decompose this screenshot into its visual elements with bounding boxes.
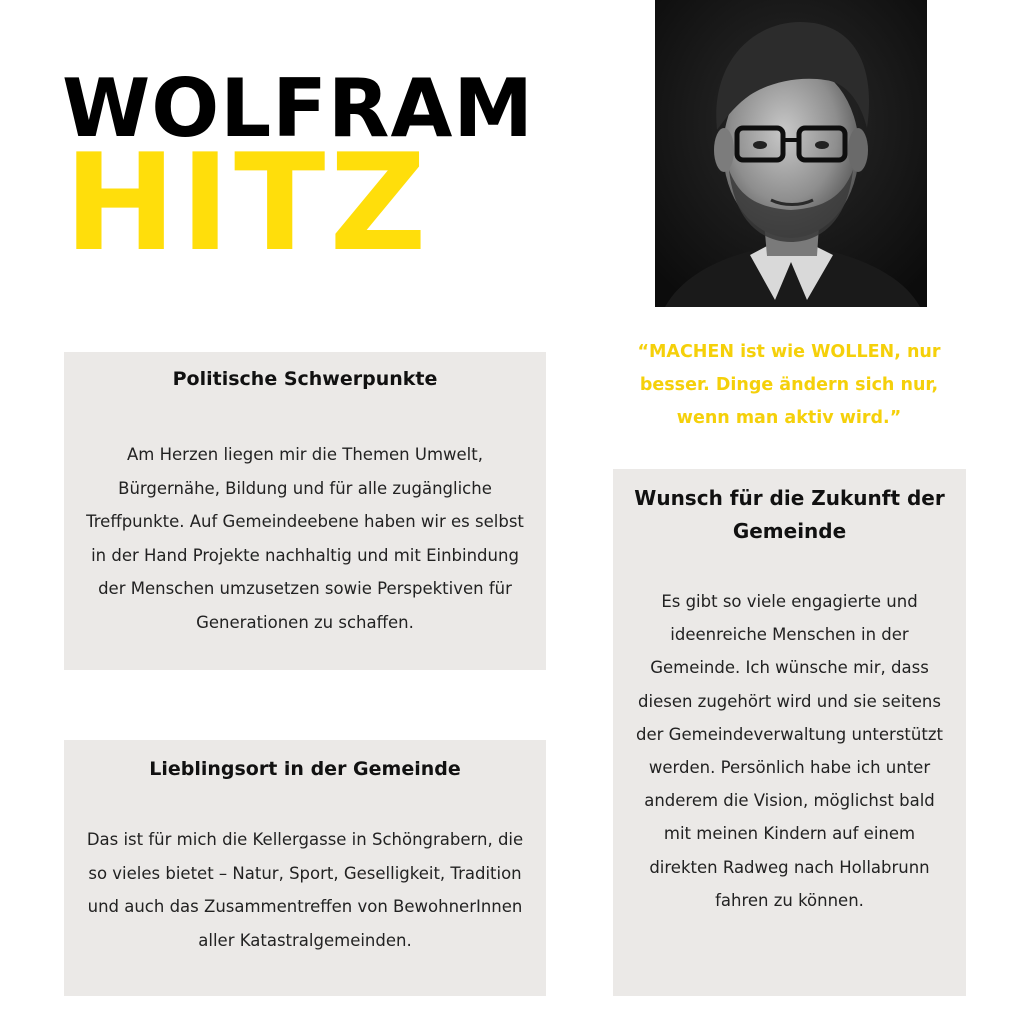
political-focus-box <box>64 352 546 670</box>
portrait-illustration <box>655 0 927 307</box>
future-wish-text: Es gibt so viele engagierte und ideenreiche Menschen in der Gemeinde. Ich wünsche mir, dass diesen zugehört wird und sie seitens der Gemeindeverwaltung unterstützt werden. Persönlich habe ich unter anderem die Vision, möglichst bald mit meinen Kindern auf einem direkten Radweg nach Hollabrunn fahren zu können. <box>636 592 943 910</box>
favorite-place-text: Das ist für mich die Kellergasse in Schöngrabern, die so vieles bietet – Natur, Sport, Geselligkeit, Tradition und auch das Zusammentreffen von BewohnerInnen aller Katastralgemeinden. <box>86 830 524 950</box>
portrait-photo <box>655 0 927 307</box>
favorite-place-box <box>64 740 546 996</box>
candidate-quote: “MACHEN ist wie WOLLEN, nur besser. Dinge ändern sich nur, wenn man aktiv wird.” <box>637 342 941 428</box>
future-wish-box <box>613 469 966 996</box>
first-name-heading: WOLFRAM <box>62 62 534 155</box>
favorite-place-title: Lieblingsort in der Gemeinde <box>149 758 461 780</box>
future-wish-title: Wunsch für die Zukunft der Gemeinde <box>634 486 945 543</box>
political-focus-text: Am Herzen liegen mir die Themen Umwelt, Bürgernähe, Bildung und für alle zugängliche Treffpunkte. Auf Gemeindeebene haben wir es selbst in der Hand Projekte nachhaltig und mit Einbindung der Menschen umzusetzen sowie Perspektiven für Generationen zu schaffen. <box>86 445 524 632</box>
last-name-heading: HITZ <box>64 125 431 281</box>
political-focus-title: Politische Schwerpunkte <box>172 368 438 390</box>
